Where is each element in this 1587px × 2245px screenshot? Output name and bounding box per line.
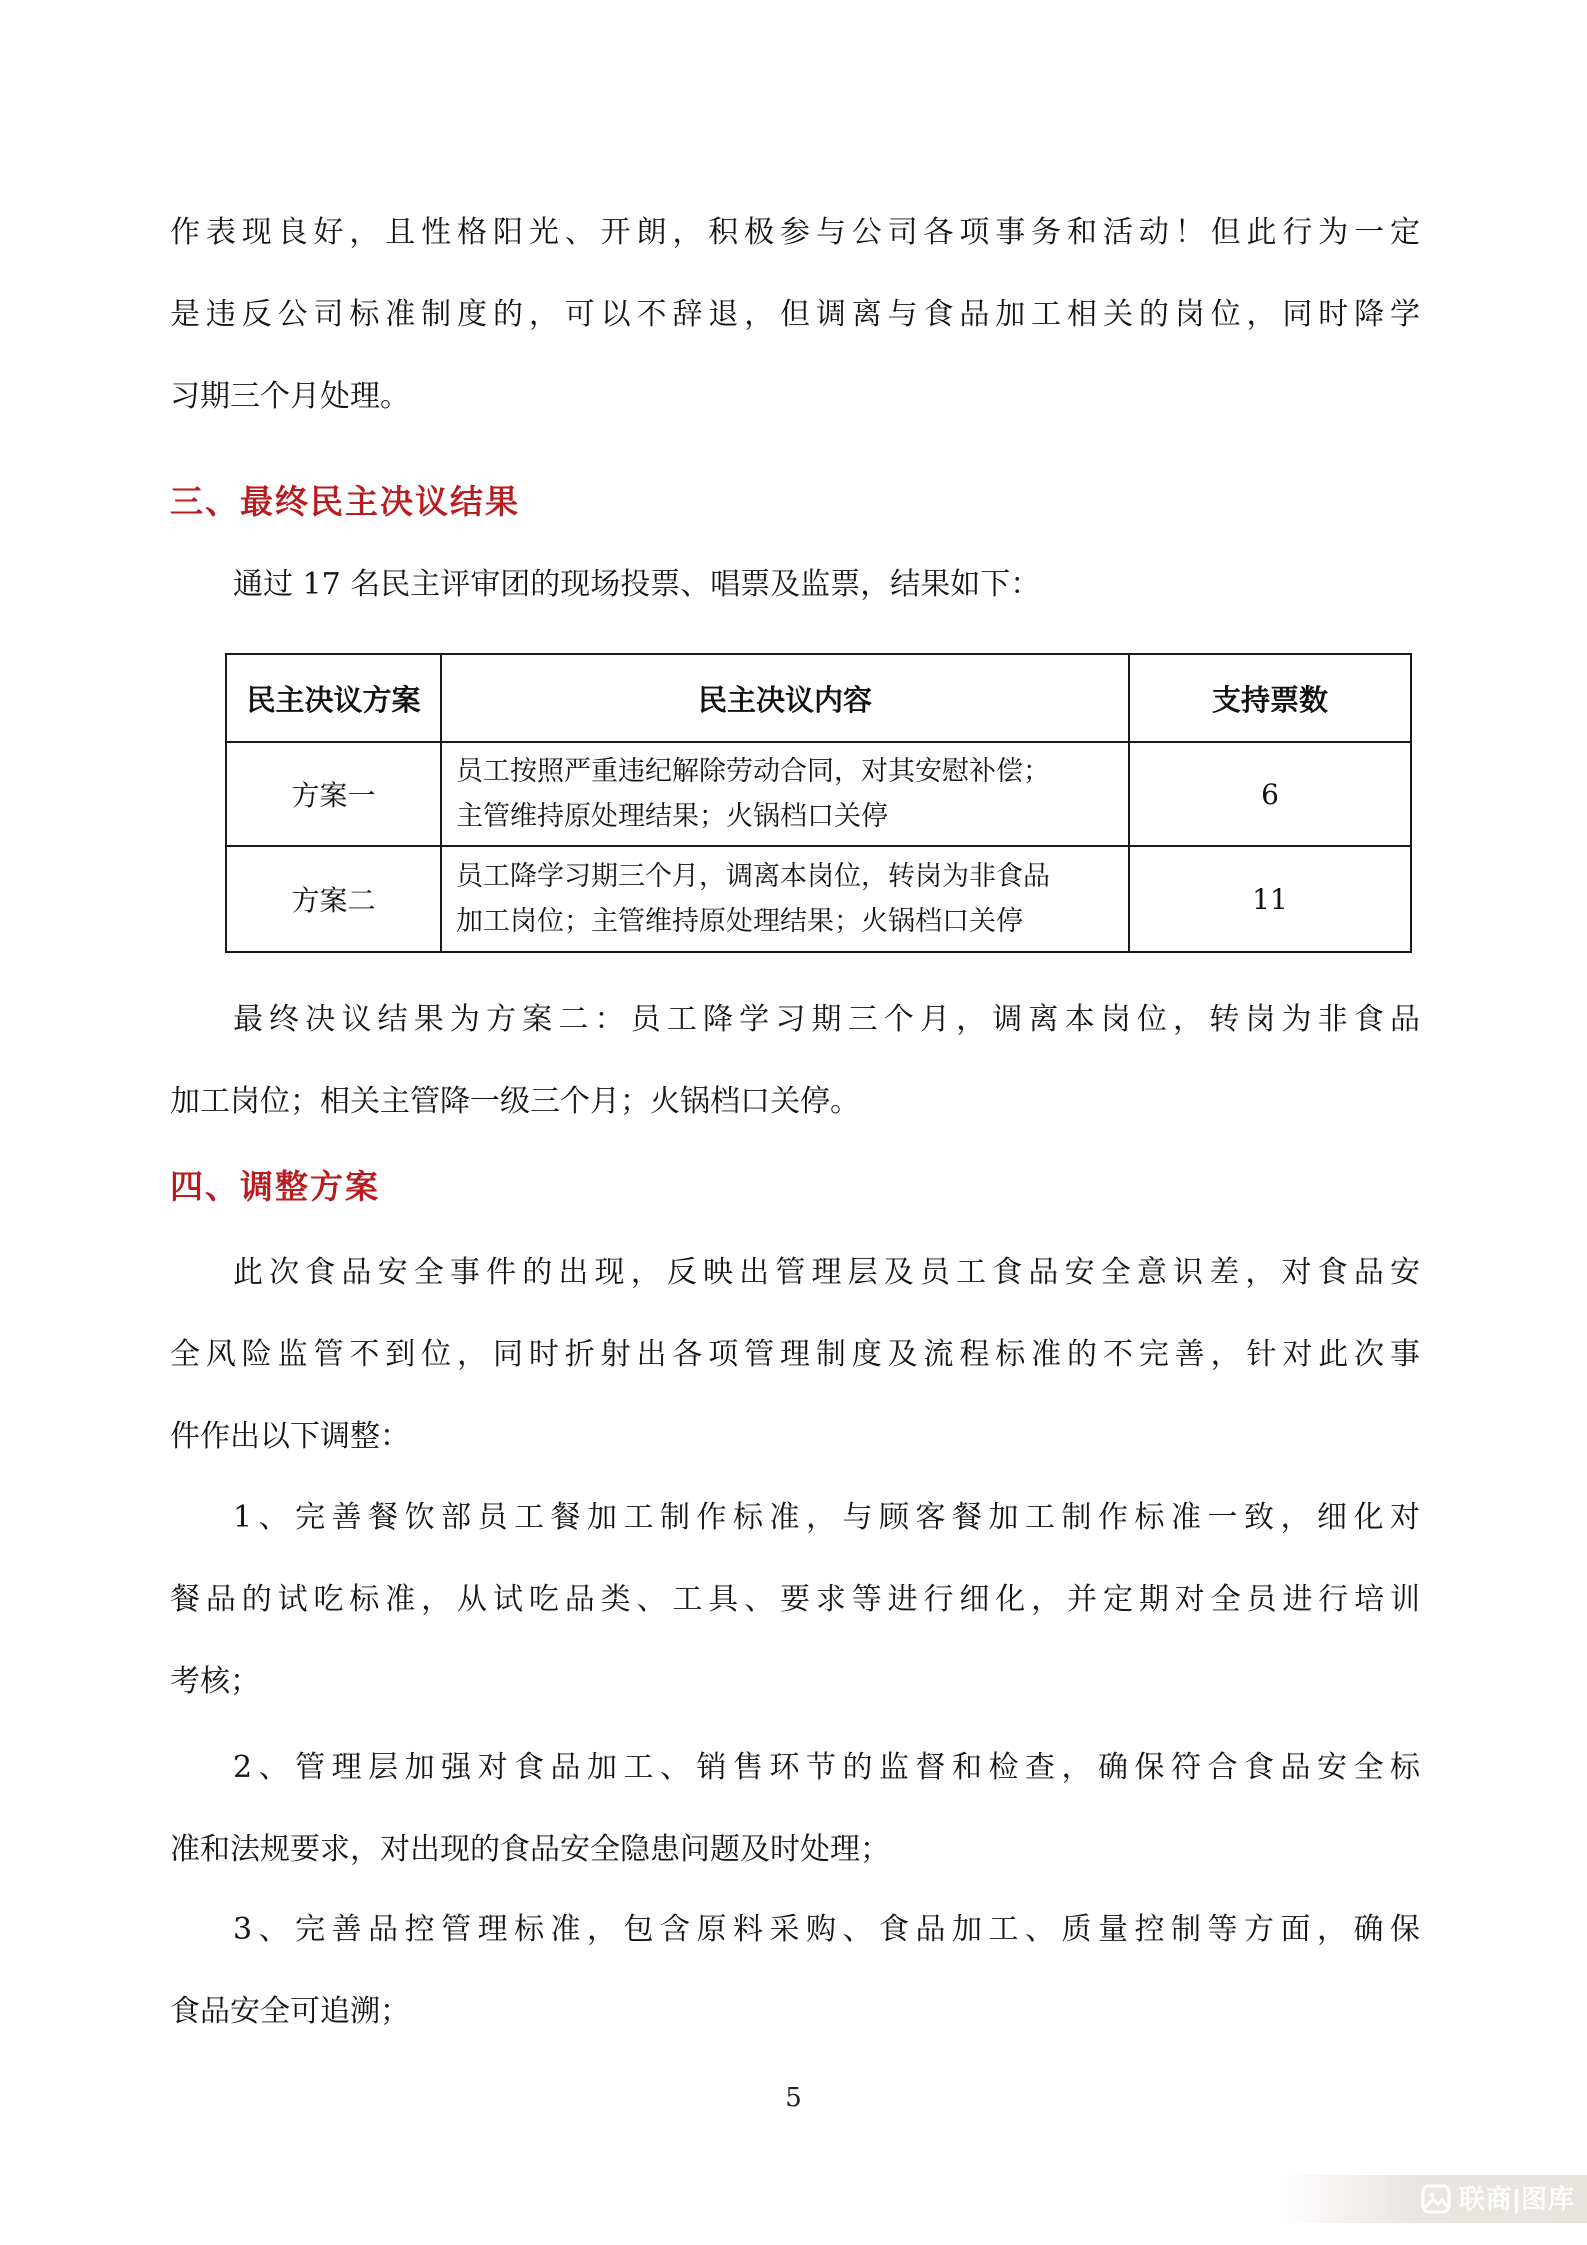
result-paragraph	[170, 979, 1420, 1143]
text-line: 加工岗位；主管维持原处理结果；火锅档口关停	[456, 906, 1023, 937]
section4-paragraph	[170, 1232, 1420, 1478]
text-line: 全风险监管不到位，同时折射出各项管理制度及流程标准的不完善，针对此次事	[170, 1337, 1420, 1372]
page-number: 5	[785, 2083, 802, 2113]
section3-heading: 三、最终民主决议结果	[170, 482, 520, 521]
table-row	[226, 846, 1411, 952]
watermark-banner	[1277, 2175, 1587, 2223]
col-header-plan: 民主决议方案	[226, 654, 441, 742]
adjustment-item-3	[170, 1889, 1420, 2053]
section3-intro-block	[170, 544, 1420, 626]
table-header-row	[226, 654, 1411, 742]
text-line: 准和法规要求，对出现的食品安全隐患问题及时处理；	[170, 1832, 890, 1867]
text-line: 2、管理层加强对食品加工、销售环节的监督和检查，确保符合食品安全标	[233, 1750, 1420, 1785]
vote-result-table	[225, 653, 1412, 953]
section4-heading-block	[170, 1146, 1420, 1228]
intro-paragraph	[170, 192, 1420, 438]
plan-content-cell	[441, 742, 1129, 846]
text-line: 加工岗位；相关主管降一级三个月；火锅档口关停。	[170, 1084, 860, 1119]
adjustment-item-1	[170, 1477, 1420, 1723]
vote-count-cell: 6	[1129, 742, 1411, 846]
text-line: 习期三个月处理。	[170, 379, 410, 414]
plan-name-cell: 方案二	[226, 846, 441, 952]
text-line: 员工按照严重违纪解除劳动合同，对其安慰补偿；	[456, 756, 1050, 787]
text-line: 作表现良好，且性格阳光、开朗，积极参与公司各项事务和活动！但此行为一定	[170, 215, 1420, 250]
text-line: 3、完善品控管理标准，包含原料采购、食品加工、质量控制等方面，确保	[233, 1912, 1420, 1947]
text-line: 此次食品安全事件的出现，反映出管理层及员工食品安全意识差，对食品安	[233, 1255, 1420, 1290]
col-header-votes: 支持票数	[1129, 654, 1411, 742]
plan-name-cell: 方案一	[226, 742, 441, 846]
text-line: 通过 17 名民主评审团的现场投票、唱票及监票，结果如下：	[233, 567, 1041, 602]
plan-content-cell	[441, 846, 1129, 952]
vote-count-cell: 11	[1129, 846, 1411, 952]
text-line: 餐品的试吃标准，从试吃品类、工具、要求等进行细化，并定期对全员进行培训	[170, 1582, 1420, 1617]
section3-heading-block	[170, 461, 1420, 543]
text-line: 1、完善餐饮部员工餐加工制作标准，与顾客餐加工制作标准一致，细化对	[233, 1500, 1420, 1535]
section4-heading: 四、调整方案	[170, 1167, 380, 1206]
table-row	[226, 742, 1411, 846]
watermark-text: 联商|图库	[1458, 2184, 1575, 2214]
text-line: 员工降学习期三个月，调离本岗位，转岗为非食品	[456, 861, 1050, 892]
text-line: 食品安全可追溯；	[170, 1994, 410, 2029]
text-line: 主管维持原处理结果；火锅档口关停	[456, 801, 888, 832]
text-line: 考核；	[170, 1664, 260, 1699]
text-line: 件作出以下调整：	[170, 1419, 410, 1454]
col-header-content: 民主决议内容	[441, 654, 1129, 742]
text-line: 是违反公司标准制度的，可以不辞退，但调离与食品加工相关的岗位，同时降学	[170, 297, 1420, 332]
text-line: 最终决议结果为方案二：员工降学习期三个月，调离本岗位，转岗为非食品	[233, 1002, 1420, 1037]
picture-icon	[1421, 2184, 1451, 2214]
adjustment-item-2	[170, 1727, 1420, 1891]
